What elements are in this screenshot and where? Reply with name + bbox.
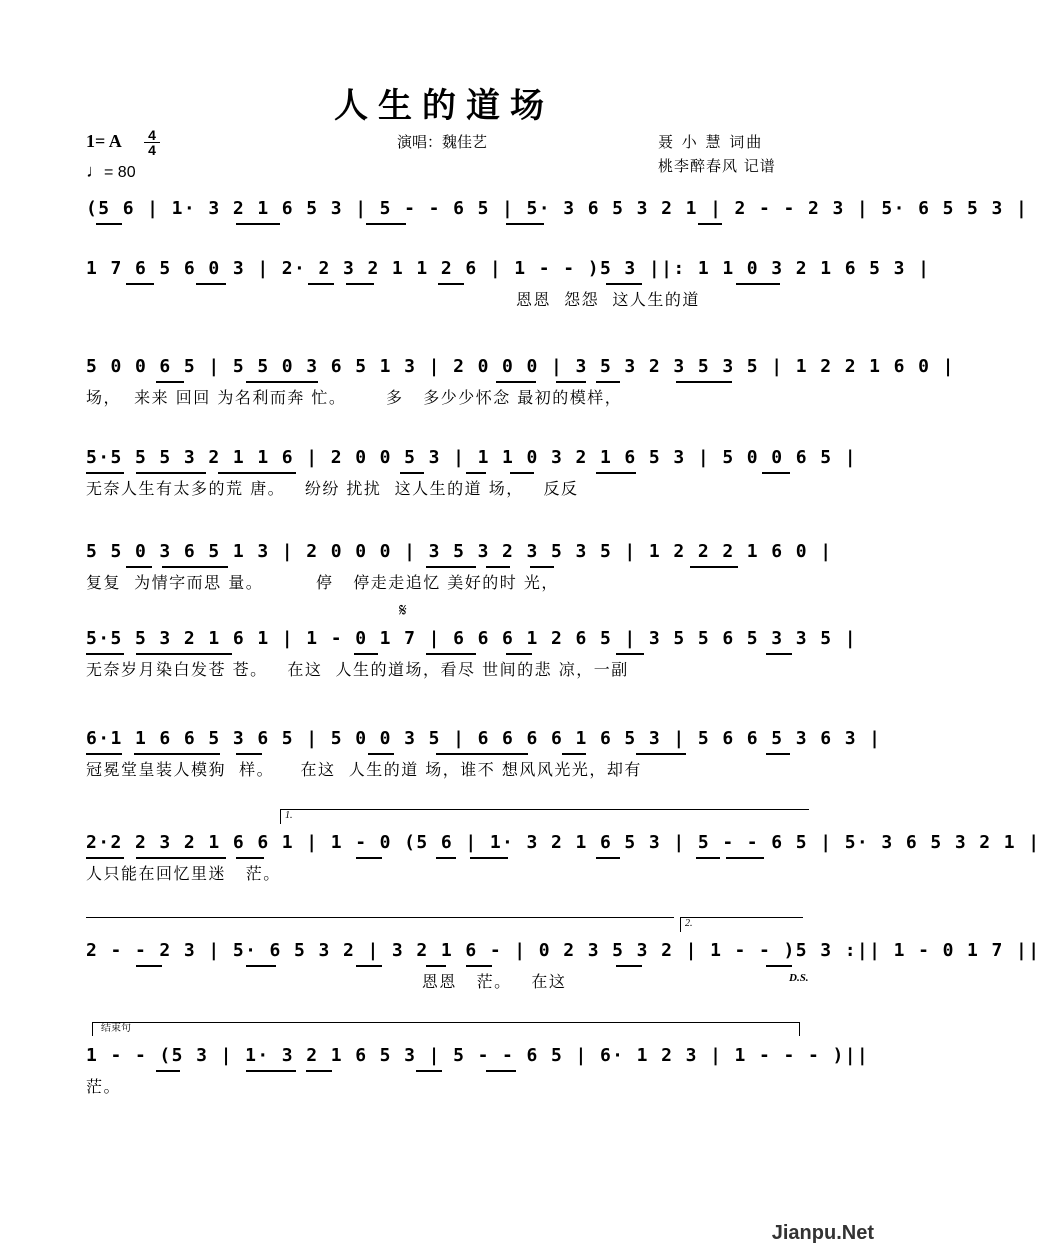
- lyric-line: 恩恩 茫。 在这: [86, 972, 567, 991]
- notation-line: 5 5 0 3 6 5 1 3 | 2 0 0 0 | 3 5 3 2 3 5 3 5 | 1 2 2 2 1 6 0 |: [86, 541, 833, 562]
- volta-continuation-line: [86, 917, 674, 918]
- key-signature: 1= A: [86, 131, 122, 151]
- lyric-line: 冠冕堂皇装人模狗 样。 在这 人生的道 场，谁不 想风风光光，却有: [86, 760, 642, 779]
- site-watermark: Jianpu.Net: [771, 1222, 874, 1244]
- lyric-line: 无奈岁月染白发苍 苍。 在这 人生的道场，看尽 世间的悲 凉，一副: [86, 660, 629, 679]
- lyric-line: 场， 来来 回回 为名利而奔 忙。 多 多少少怀念 最初的模样，: [86, 388, 623, 407]
- score-row-6: [86, 626, 857, 682]
- lyric-line: 恩恩 怨怨 这人生的道: [516, 290, 700, 309]
- notation-line: 1 7 6 5 6 0 3 | 2· 2 3 2 1 1 2 6 | 1 - - )5 3 ||: 1 1 0 3 2 1 6 5 3 |: [86, 258, 931, 279]
- notation-line: 2·2 2 3 2 1 6 6 1 | 1 - 0 (5 6 | 1· 3 2 1 6 5 3 | 5 - - 6 5 | 5· 3 6 5 3 2 1 |: [86, 832, 1040, 853]
- score-row-4: [86, 445, 857, 501]
- score-row-3: [86, 354, 955, 410]
- notation-line: 5·5 5 5 3 2 1 1 6 | 2 0 0 5 3 | 1 1 0 3 2 1 6 5 3 | 5 0 0 6 5 |: [86, 447, 857, 468]
- underlines: [86, 283, 806, 289]
- tempo-marking: [86, 161, 136, 182]
- notation-line: 1 - - (5 3 | 1· 3 2 1 6 5 3 | 5 - - 6 5 | 6· 1 2 3 | 1 - - - )||: [86, 1045, 870, 1066]
- song-title: 人生的道场: [334, 86, 554, 126]
- notation-line: (5 6 | 1· 3 2 1 6 5 3 | 5 - - 6 5 | 5· 3 6 5 3 2 1 | 2 - - 2 3 | 5· 6 5 5 3 |: [86, 198, 1029, 219]
- transcriber-credit: 桃李醉春风 记谱: [658, 157, 776, 175]
- notation-line: 5 0 0 6 5 | 5 5 0 3 6 5 1 3 | 2 0 0 0 | 3 5 3 2 3 5 3 5 | 1 2 2 1 6 0 |: [86, 356, 955, 377]
- lyric-line: 复复 为情字而思 量。 停 停走走追忆 美好的时 光，: [86, 573, 559, 592]
- lyrics-music-credit: 聂 小 慧 词曲: [658, 133, 764, 151]
- lyric-line: 人只能在回忆里迷 茫。: [86, 864, 281, 883]
- underlines: [86, 857, 806, 863]
- volta-bracket-2: [680, 917, 803, 932]
- underlines: [86, 472, 806, 478]
- score-row-10: [86, 1043, 870, 1099]
- lyric-line: [86, 228, 806, 252]
- underlines: [86, 965, 806, 971]
- notation-line: 5·5 5 3 2 1 6 1 | 1 - 0 1 7 | 6 6 6 1 2 6 5 | 3 5 5 6 5 3 3 5 |: [86, 628, 857, 649]
- underlines: [86, 653, 806, 659]
- score-row-2: [86, 256, 931, 312]
- underlines: [86, 223, 806, 229]
- lyric-line: 茫。: [86, 1077, 122, 1096]
- score-row-8: [86, 830, 1040, 886]
- quarter-note-icon: ♩: [86, 161, 104, 181]
- underlines: [86, 566, 806, 572]
- underlines: [86, 753, 806, 759]
- ending-bracket: [92, 1022, 800, 1036]
- volta-2-label: 2.: [685, 918, 693, 929]
- volta-1-label: 1.: [285, 810, 293, 821]
- underlines: [86, 1070, 806, 1076]
- notation-line: 6·1 1 6 6 5 3 6 5 | 5 0 0 3 5 | 6 6 6 6 1 6 5 3 | 5 6 6 5 3 6 3 |: [86, 728, 882, 749]
- segno-sign: 𝄋: [399, 600, 407, 621]
- score-row-5: [86, 539, 833, 595]
- score-row-9: [86, 938, 1040, 994]
- underlines: [86, 381, 806, 387]
- time-signature: [143, 128, 161, 157]
- tempo-value: = 80: [104, 164, 136, 181]
- meter-top: 4: [148, 127, 156, 143]
- notation-line: 2 - - 2 3 | 5· 6 5 3 2 | 3 2 1 6 - | 0 2 3 5 3 2 | 1 - - )5 3 :|| 1 - 0 1 7 ||: [86, 940, 1040, 961]
- volta-bracket-1: [280, 809, 809, 824]
- score-row-7: [86, 726, 882, 782]
- meter-bottom: 4: [148, 142, 156, 158]
- dal-segno-mark: D.S.: [789, 972, 809, 984]
- singer-credit: 演唱：魏佳艺: [397, 133, 488, 151]
- lyric-line: 无奈人生有太多的荒 唐。 纷纷 扰扰 这人生的道 场， 反反: [86, 479, 579, 498]
- score-row-1: [86, 196, 1029, 252]
- ending-label: 结束句: [101, 1023, 131, 1034]
